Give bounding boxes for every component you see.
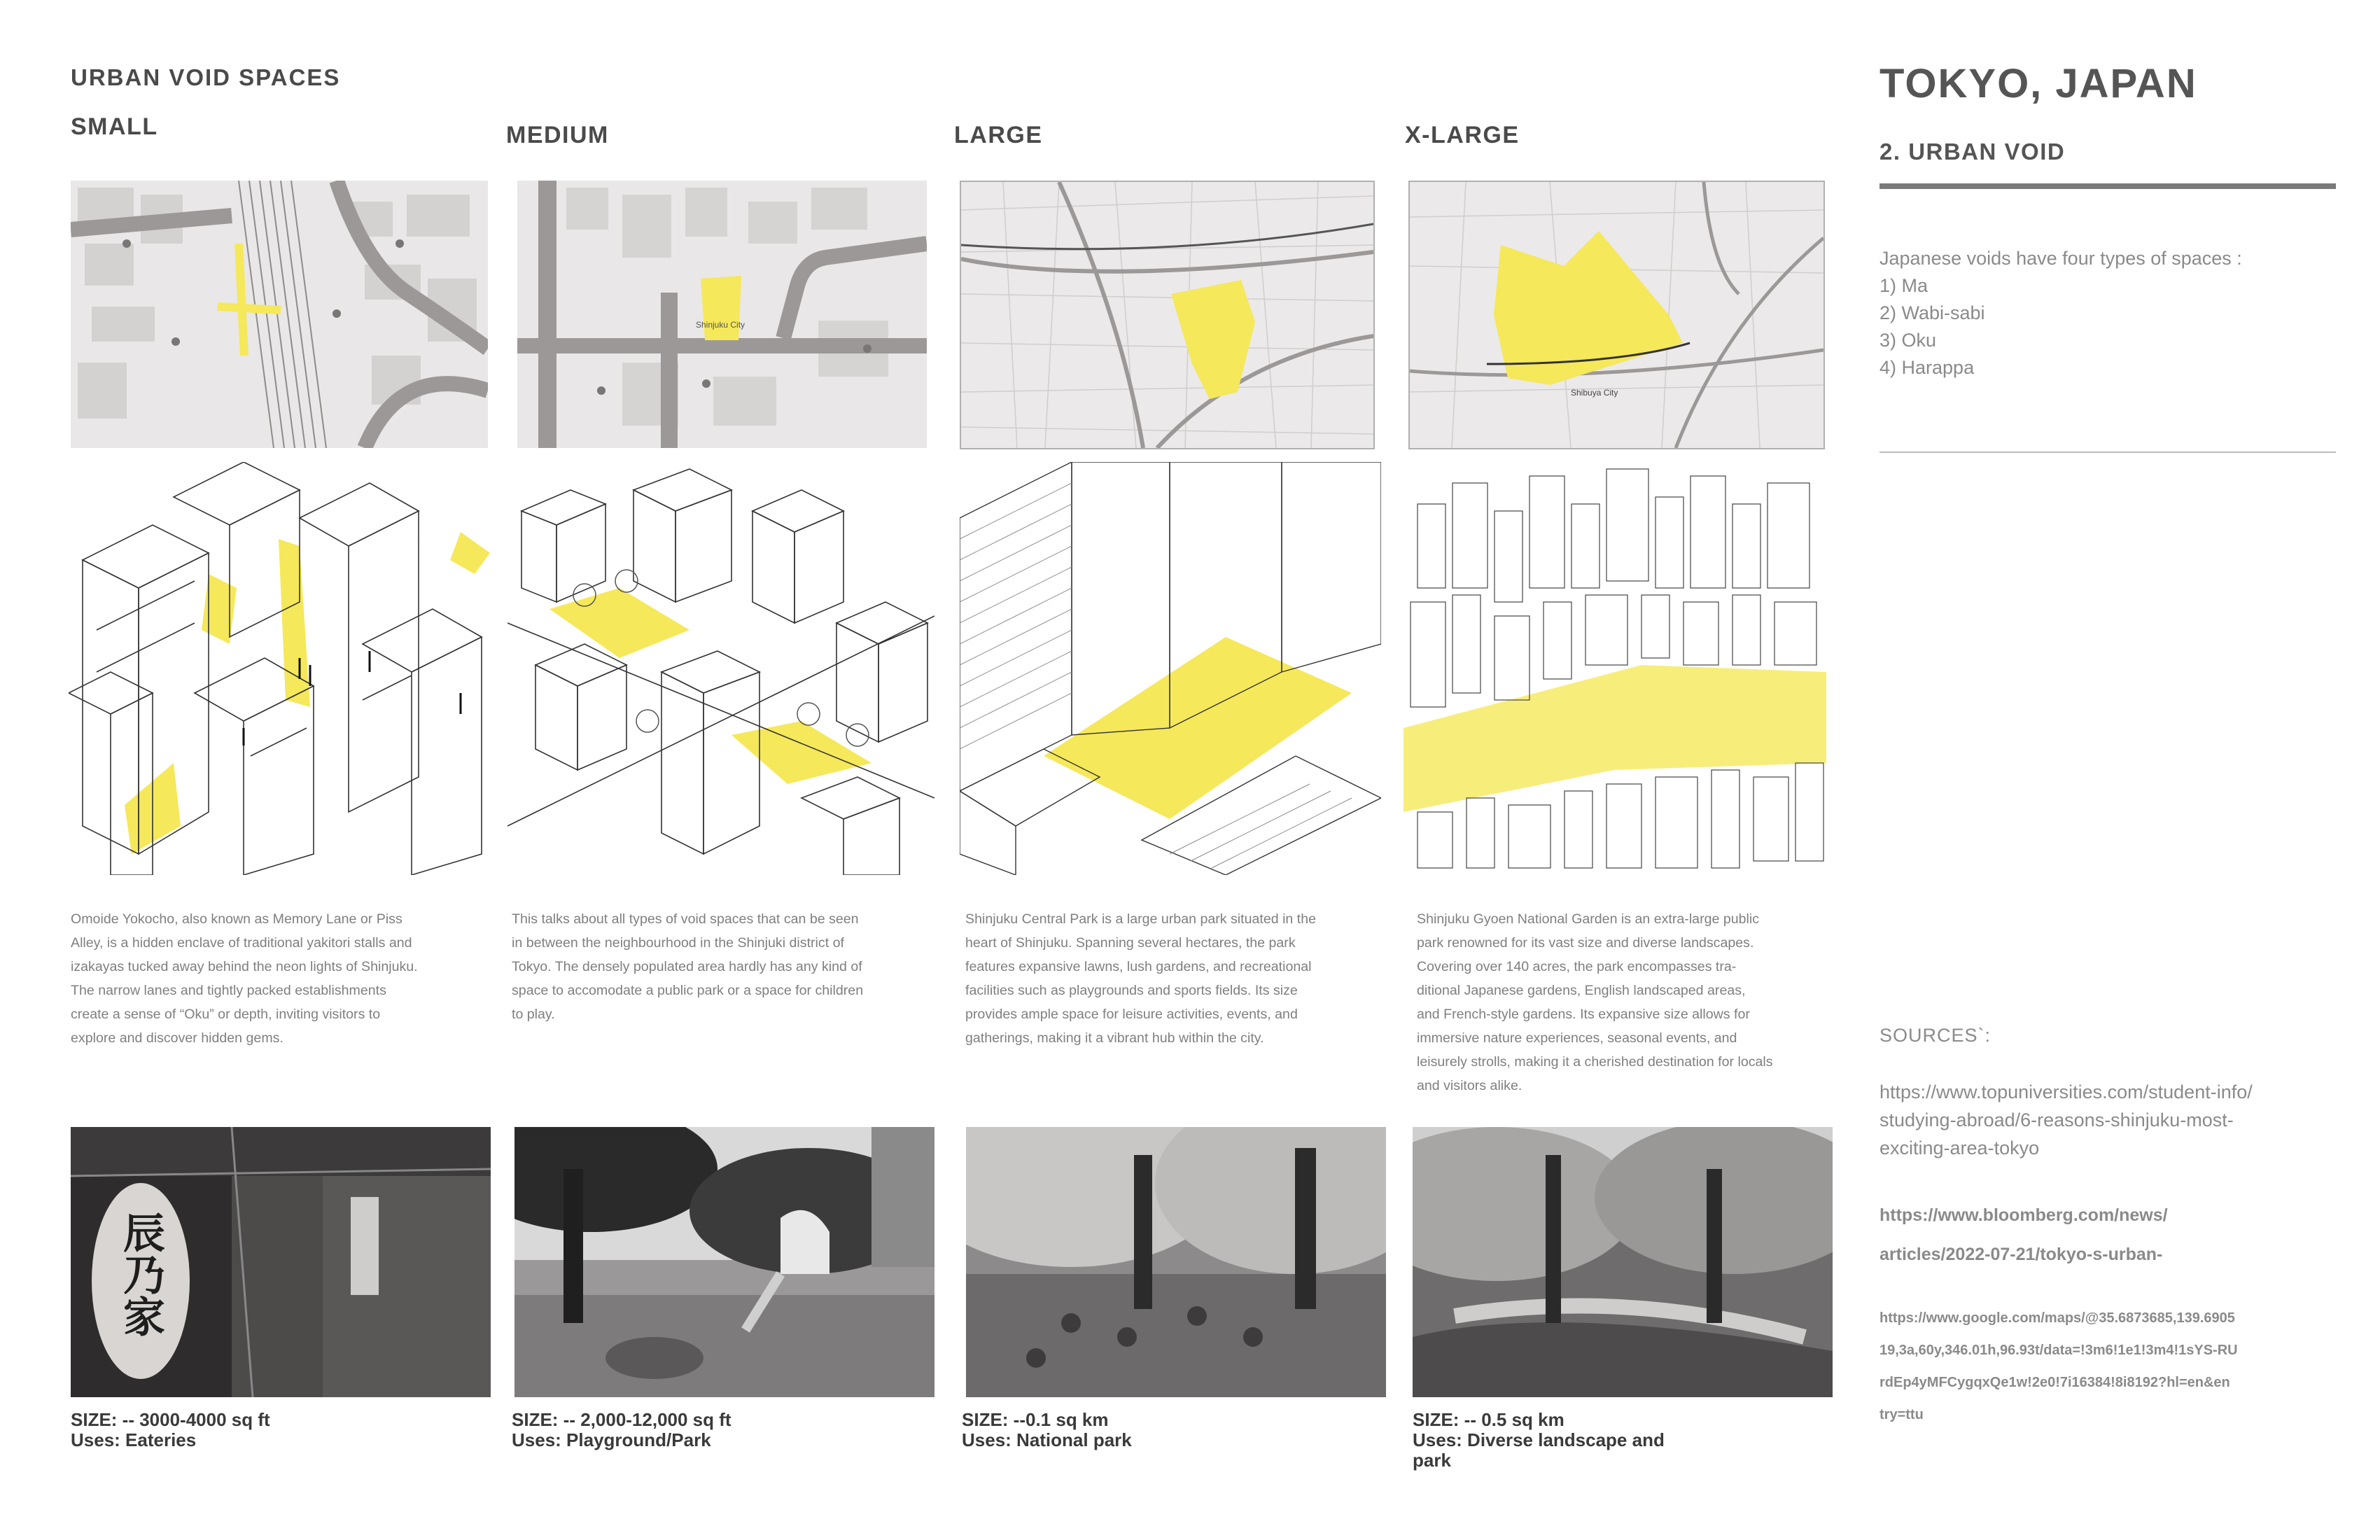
source-line: https://www.bloomberg.com/news/ xyxy=(1879,1205,2168,1225)
source-line: articles/2022-07-21/tokyo-s-urban- xyxy=(1879,1245,2163,1264)
column-title-medium: MEDIUM xyxy=(506,122,609,148)
divider-thin xyxy=(1879,451,2336,453)
source-link-3[interactable] xyxy=(1879,1302,2328,1431)
description-line: space to accomodate a public park or a space for children xyxy=(512,983,864,998)
axonometric-large xyxy=(960,462,1381,875)
uses-label: Uses: Playground/Park xyxy=(512,1429,711,1450)
description-line: create a sense of “Oku” or depth, inviting visitors to xyxy=(71,1007,381,1022)
map-large xyxy=(960,181,1375,449)
map-small xyxy=(71,181,488,448)
sources-heading: SOURCES`: xyxy=(1879,1025,1991,1046)
description-line: Shinjuku Gyoen National Garden is an extra-large public xyxy=(1417,911,1760,927)
description-line: Shinjuku Central Park is a large urban park situated in the xyxy=(965,911,1317,927)
uses-label-cont: park xyxy=(1413,1450,1451,1471)
caption-medium xyxy=(512,1410,732,1450)
description-line: features expansive lawns, lush gardens, and recreational xyxy=(965,959,1312,974)
source-line: https://www.google.com/maps/@35.6873685,139.6905 xyxy=(1879,1310,2235,1326)
photo-xlarge xyxy=(1413,1127,1833,1397)
page-title: URBAN VOID SPACES xyxy=(71,64,341,90)
intro-line: 3) Oku xyxy=(1879,330,1937,351)
map-label-xlarge: Shibuya City xyxy=(1571,388,1618,398)
description-line: heart of Shinjuku. Spanning several hectares, the park xyxy=(965,935,1296,951)
description-medium xyxy=(512,907,932,1026)
description-line: explore and discover hidden gems. xyxy=(71,1030,284,1046)
axonometric-medium xyxy=(507,462,934,875)
column-title-large: LARGE xyxy=(954,122,1043,148)
size-label: SIZE: -- 0.5 sq km xyxy=(1413,1409,1564,1430)
axonometric-small xyxy=(69,462,490,875)
size-label: SIZE: --0.1 sq km xyxy=(962,1409,1109,1430)
description-xlarge xyxy=(1417,907,1837,1098)
description-line: gatherings, making it a vibrant hub within the city. xyxy=(965,1030,1264,1046)
intro-line: Japanese voids have four types of spaces : xyxy=(1879,248,2242,269)
source-line: try=ttu xyxy=(1879,1407,1924,1422)
column-title-small: SMALL xyxy=(71,113,158,140)
source-line: 19,3a,60y,346.01h,96.93t/data=!3m6!1e1!3m4!1sYS-RU xyxy=(1879,1343,2238,1358)
source-line: exciting-area-tokyo xyxy=(1879,1138,2040,1158)
source-line: https://www.topuniversities.com/student-info/ xyxy=(1879,1082,2253,1102)
map-label-medium: Shinjuku City xyxy=(696,320,746,330)
intro-line: 1) Ma xyxy=(1879,275,1928,296)
description-line: Covering over 140 acres, the park encompasses tra- xyxy=(1417,959,1737,974)
caption-large xyxy=(962,1410,1132,1450)
description-line: park renowned for its vast size and diverse landscapes. xyxy=(1417,935,1754,951)
description-line: The narrow lanes and tightly packed establishments xyxy=(71,983,386,998)
description-line: facilities such as playgrounds and sports fields. Its size xyxy=(965,983,1298,998)
photo-medium xyxy=(514,1127,934,1397)
photo-small xyxy=(71,1127,491,1397)
column-title-xlarge: X-LARGE xyxy=(1405,122,1520,148)
description-line: and visitors alike. xyxy=(1417,1078,1522,1093)
map-medium xyxy=(517,181,927,448)
description-line: and French-style gardens. Its expansive size allows for xyxy=(1417,1007,1750,1022)
description-line: to play. xyxy=(512,1007,555,1022)
size-label: SIZE: -- 3000-4000 sq ft xyxy=(71,1409,270,1430)
source-link-2[interactable] xyxy=(1879,1196,2328,1274)
location-title: TOKYO, JAPAN xyxy=(1879,61,2197,106)
description-line: Omoide Yokocho, also known as Memory Lane or Piss xyxy=(71,911,402,927)
description-line: provides ample space for leisure activities, events, and xyxy=(965,1007,1298,1022)
source-line: studying-abroad/6-reasons-shinjuku-most- xyxy=(1879,1110,2234,1130)
intro-line: 2) Wabi-sabi xyxy=(1879,302,1985,323)
description-line: in between the neighbourhood in the Shinjuki district of xyxy=(512,935,844,951)
description-large xyxy=(965,907,1385,1050)
axonometric-xlarge xyxy=(1404,462,1826,875)
divider-thick xyxy=(1879,183,2336,189)
source-link-1[interactable] xyxy=(1879,1078,2328,1162)
description-line: Alley, is a hidden enclave of traditional yakitori stalls and xyxy=(71,935,412,951)
intro-text xyxy=(1879,245,2334,382)
description-line: ditional Japanese gardens, English landscaped areas, xyxy=(1417,983,1746,998)
uses-label: Uses: Eateries xyxy=(71,1429,197,1450)
caption-small xyxy=(71,1410,270,1450)
caption-xlarge xyxy=(1413,1410,1665,1471)
description-line: Tokyo. The densely populated area hardly has any kind of xyxy=(512,959,862,974)
lantern-sign: 辰乃家 xyxy=(116,1211,165,1337)
description-line: immersive nature experiences, seasonal events, and xyxy=(1417,1030,1737,1046)
description-line: izakayas tucked away behind the neon lights of Shinjuku. xyxy=(71,959,418,974)
source-line: rdEp4yMFCygqxQe1w!2e0!7i16384!8i8192?hl=en&en xyxy=(1879,1375,2230,1390)
description-small xyxy=(71,907,491,1050)
uses-label: Uses: National park xyxy=(962,1429,1132,1450)
size-label: SIZE: -- 2,000-12,000 sq ft xyxy=(512,1409,732,1430)
map-xlarge xyxy=(1408,181,1825,449)
section-subtitle: 2. URBAN VOID xyxy=(1879,139,2066,164)
intro-line: 4) Harappa xyxy=(1879,357,1975,378)
photo-large xyxy=(966,1127,1386,1397)
description-line: leisurely strolls, making it a cherished destination for locals xyxy=(1417,1054,1773,1070)
description-line: This talks about all types of void spaces that can be seen xyxy=(512,911,859,927)
uses-label: Uses: Diverse landscape and xyxy=(1413,1429,1665,1450)
